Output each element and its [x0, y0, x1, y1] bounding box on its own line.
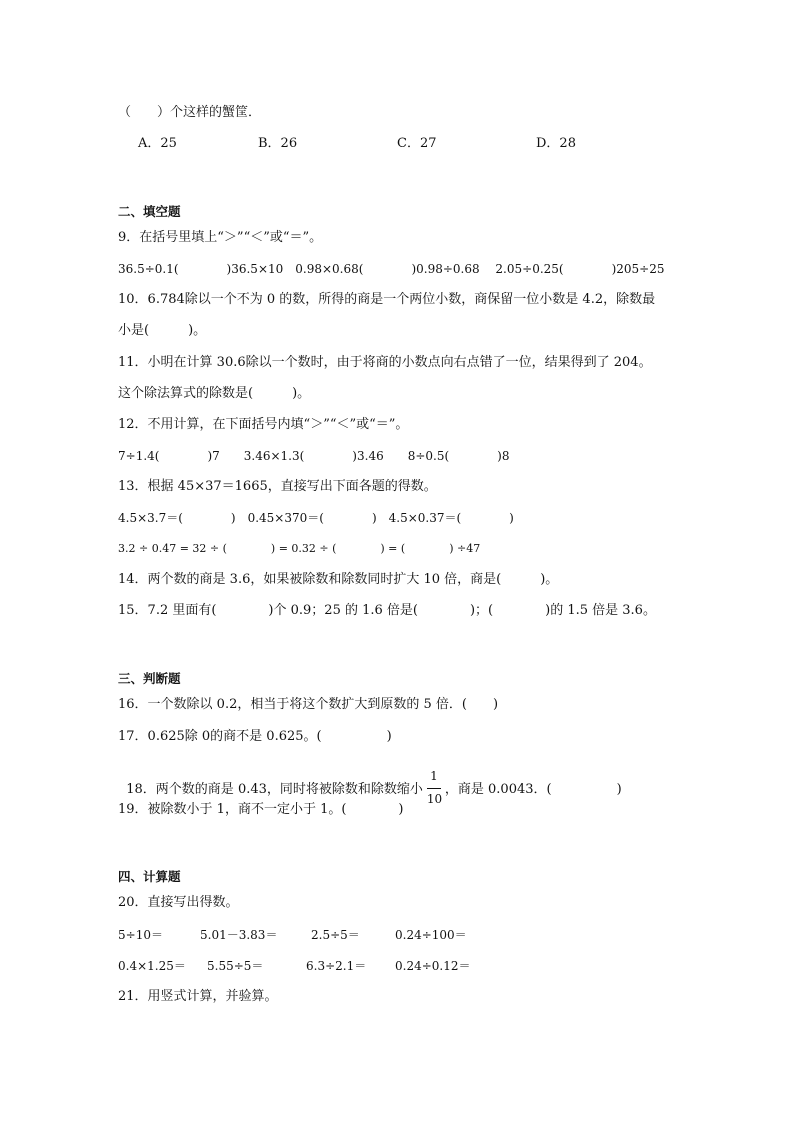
question-20: 20．直接写出得数。: [118, 895, 239, 910]
calc-row2-item2: 5.55÷5＝: [207, 959, 264, 973]
question-18: [118, 763, 622, 806]
calc-row1-item4: 0.24÷100＝: [395, 928, 467, 942]
question-9-compare: 36.5÷0.1( )36.5×10 0.98×0.68( )0.98÷0.68 2.05÷0.25( )205÷25: [118, 262, 665, 276]
question-9: 9．在括号里填上“＞”“＜”或“＝”。: [118, 230, 323, 245]
fraction-numerator: 1: [430, 769, 438, 783]
calc-row1-item1: 5÷10＝: [118, 928, 163, 942]
option-d: D．28: [536, 136, 576, 151]
question-13-line2: 3.2 ÷ 0.47 = 32 ÷ ( ) = 0.32 ÷ ( ) = ( ) ÷47: [118, 542, 481, 555]
question-15: 15．7.2 里面有( )个 0.9；25 的 1.6 倍是( )；( )的 1.5 倍是 3.6。: [118, 603, 656, 618]
question-13-line1: 4.5×3.7＝( ) 0.45×370＝( ) 4.5×0.37＝( ): [118, 511, 514, 525]
question-18-before: 18．两个数的商是 0.43，同时将被除数和除数缩小: [126, 782, 423, 797]
option-b: B．26: [258, 136, 298, 151]
fraction-denominator: 10: [426, 792, 443, 806]
option-a: A．25: [138, 136, 177, 151]
question-16: 16．一个数除以 0.2，相当于将这个数扩大到原数的 5 倍．( ): [118, 697, 499, 712]
calc-row1-item3: 2.5÷5＝: [311, 928, 360, 942]
question-18-after: ，商是 0.0043．( ): [444, 782, 622, 797]
section-heading-calculate: 四、计算题: [118, 869, 181, 884]
question-11-line1: 11．小明在计算 30.6除以一个数时，由于将商的小数点向右点错了一位，结果得到了 204。: [118, 355, 652, 370]
fraction-bar: [427, 788, 441, 789]
question-12-compare: 7÷1.4( )7 3.46×1.3( )3.46 8÷0.5( )8: [118, 449, 510, 463]
calc-row2-item1: 0.4×1.25＝: [118, 959, 186, 973]
calc-row2-item3: 6.3÷2.1＝: [306, 959, 367, 973]
question-19: 19．被除数小于 1，商不一定小于 1。( ): [118, 802, 404, 817]
prev-question-tail: （ ）个这样的蟹筐．: [118, 105, 262, 120]
calc-row1-item2: 5.01－3.83＝: [200, 928, 278, 942]
question-12: 12．不用计算，在下面括号内填“＞”“＜”或“＝”。: [118, 417, 409, 432]
option-c: C．27: [397, 136, 437, 151]
question-14: 14．两个数的商是 3.6，如果被除数和除数同时扩大 10 倍，商是( )。: [118, 572, 559, 587]
question-13: 13．根据 45×37＝1665，直接写出下面各题的得数。: [118, 479, 437, 494]
calc-row2-item4: 0.24÷0.12＝: [395, 959, 471, 973]
question-11-line2: 这个除法算式的除数是( )。: [118, 386, 311, 401]
section-heading-fill-blank: 二、填空题: [118, 204, 181, 219]
section-heading-judge: 三、判断题: [118, 671, 181, 686]
fraction: [423, 769, 445, 806]
question-17: 17．0.625除 0的商不是 0.625。( ): [118, 729, 392, 744]
question-21: 21．用竖式计算，并验算。: [118, 989, 278, 1004]
question-10-line1: 10．6.784除以一个不为 0 的数，所得的商是一个两位小数，商保留一位小数是 4.2，除数最: [118, 292, 656, 307]
question-10-line2: 小是( )。: [118, 323, 207, 338]
